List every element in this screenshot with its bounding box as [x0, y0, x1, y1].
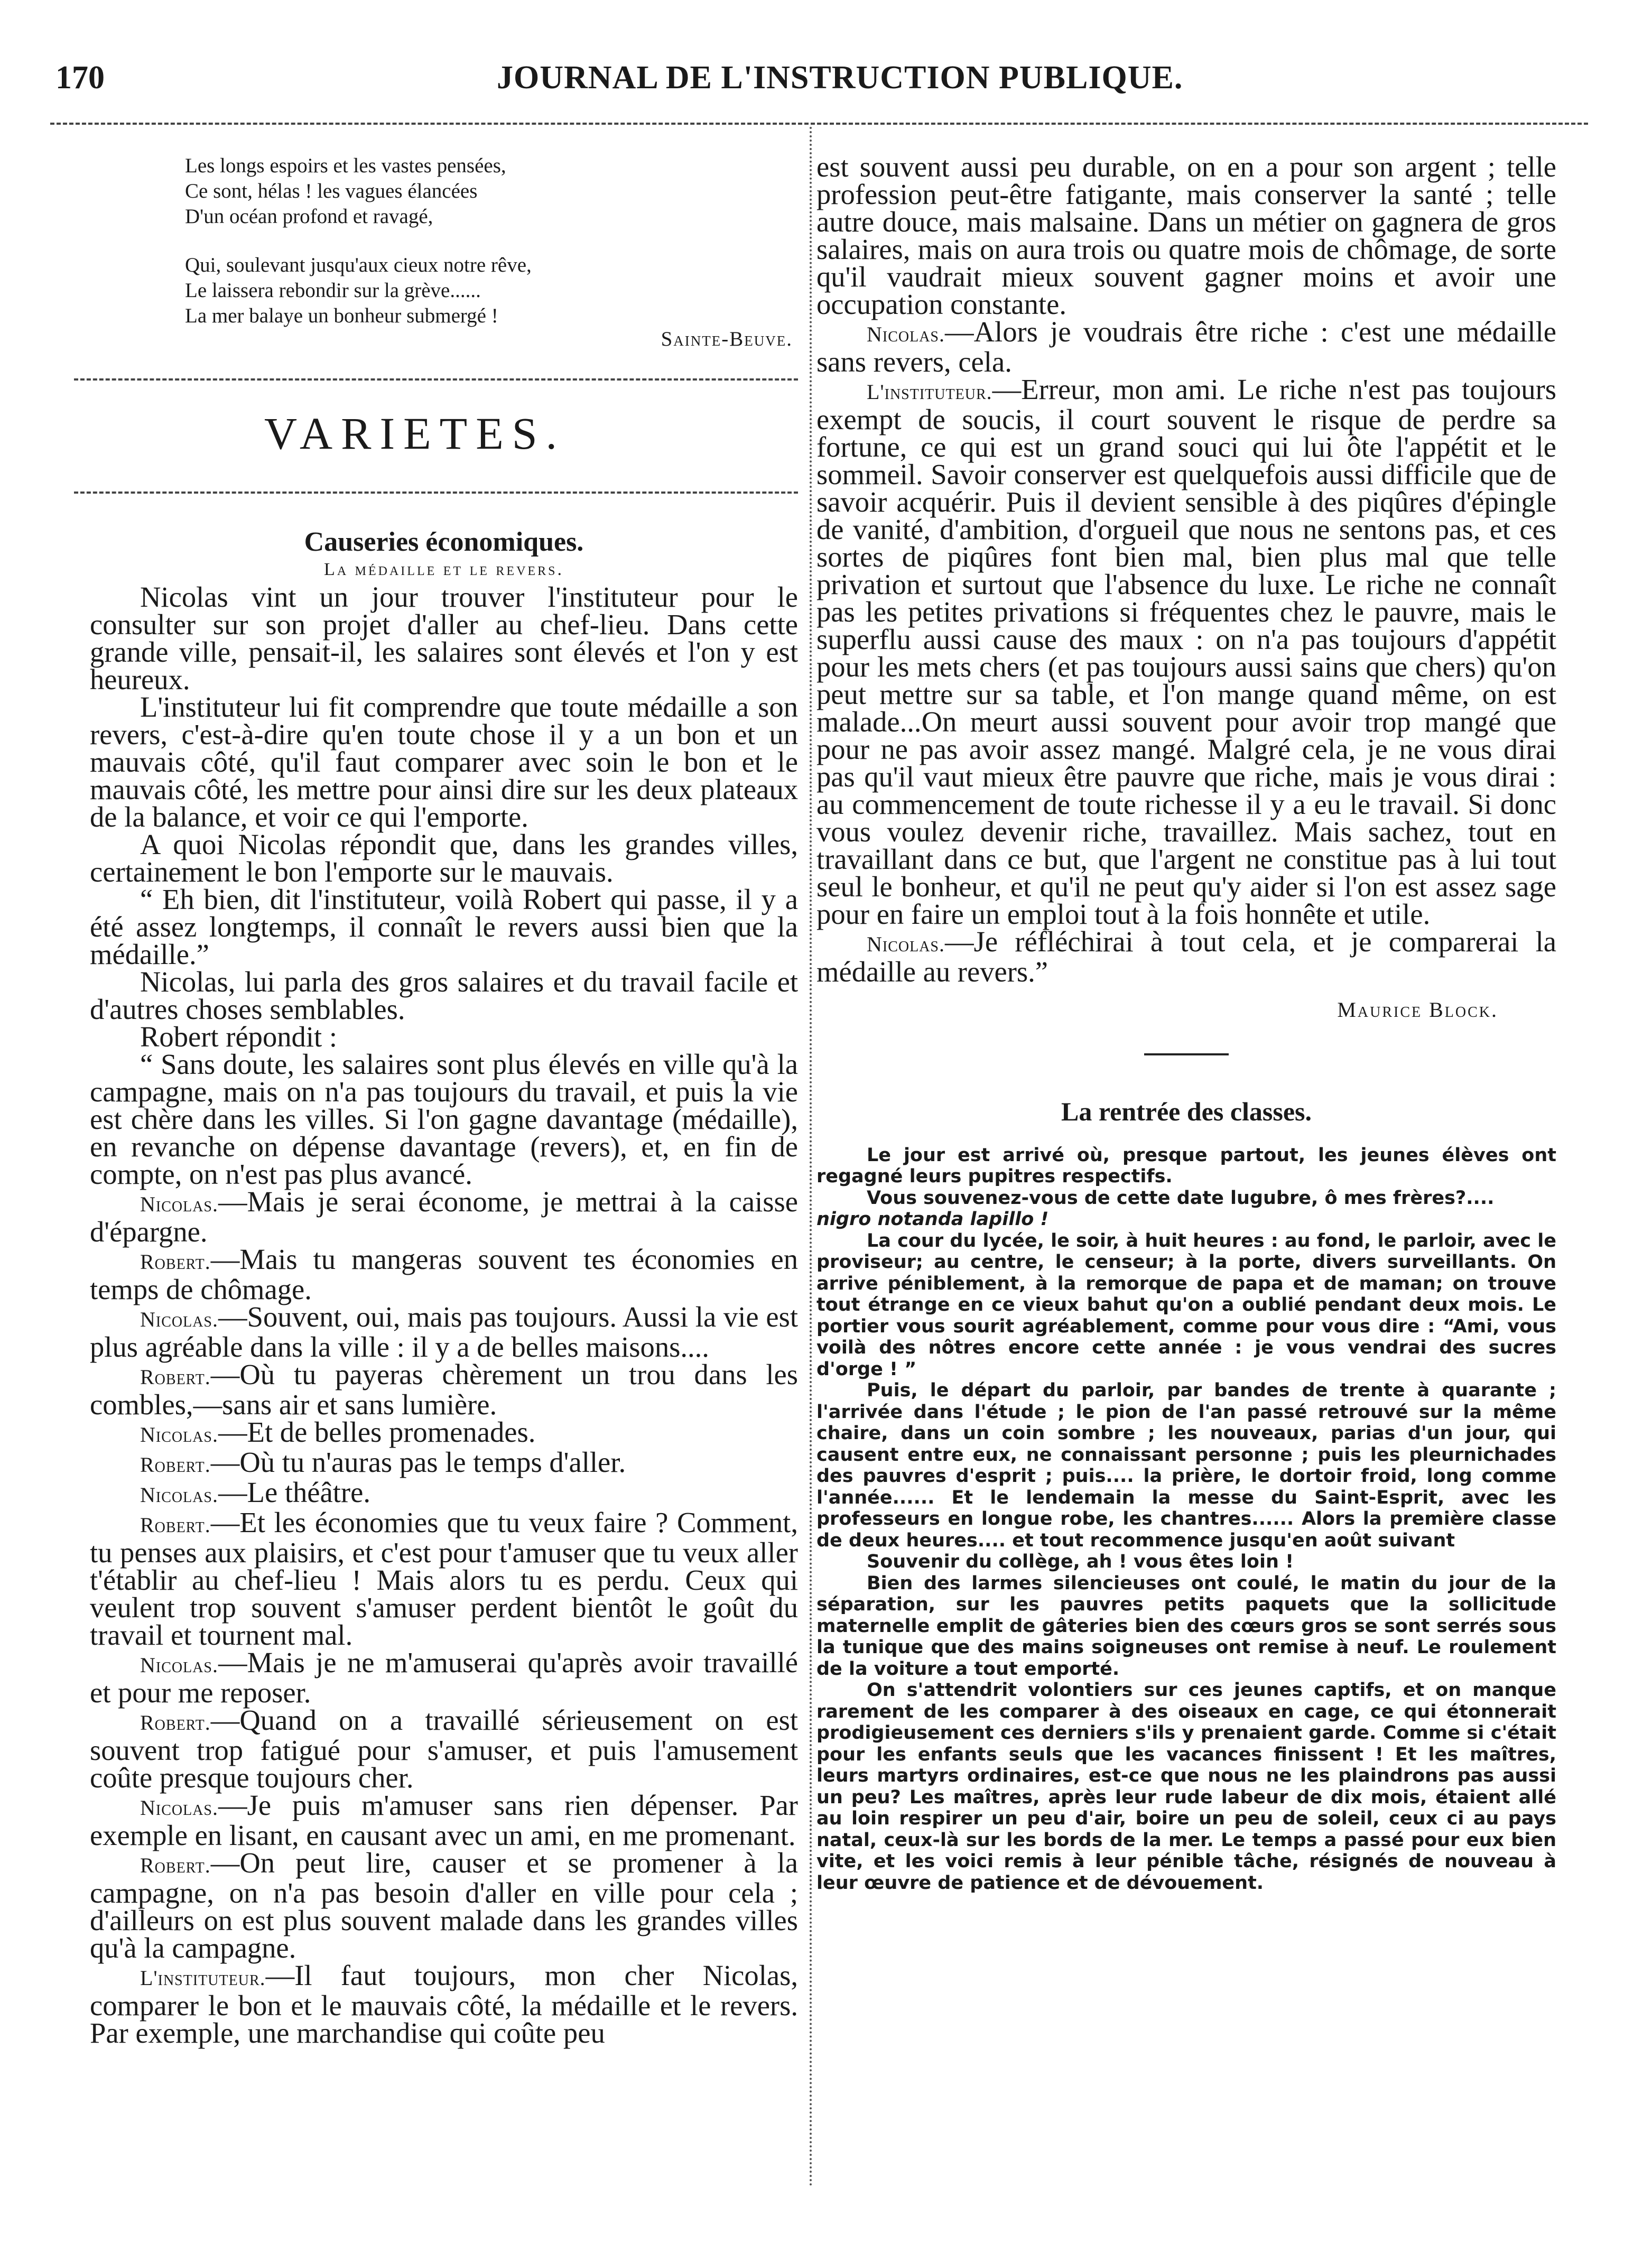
speaker: Robert. — [140, 1513, 211, 1537]
dialogue-line — [90, 1789, 798, 1851]
header-rule — [50, 123, 1588, 125]
paragraph: Souvenir du collège, ah ! vous êtes loin ! — [867, 1551, 1294, 1572]
poem-line: Les longs espoirs et les vastes pensées, — [185, 154, 506, 177]
poem-line: Le laissera rebondir sur la grève...... — [185, 279, 481, 302]
dialogue-text: —Je réfléchirai à tout cela, et je comparerai la médaille au revers.” — [816, 925, 1556, 988]
poem-line: D'un océan profond et ravagé, — [185, 205, 433, 228]
right-column — [816, 153, 1556, 1894]
dialogue-text: —Quand on a travaillé sérieusement on est souvent trop fatigué pour s'amuser, et puis l'amusement coûte presque toujours cher. — [90, 1704, 798, 1794]
poem-line: La mer balaye un bonheur submergé ! — [185, 304, 498, 327]
dialogue-text: —Il faut toujours, mon cher Nicolas, comparer le bon et le mauvais côté, la médaille et le revers. Par exemple, une marchandise qui coûte peu — [90, 1959, 798, 2049]
poem-line: Qui, soulevant jusqu'aux cieux notre rêve, — [185, 254, 532, 276]
poem-stanza-2 — [185, 253, 793, 352]
poem-author: Sainte-Beuve. — [661, 328, 793, 350]
paragraph: Nicolas vint un jour trouver l'instituteur pour le consulter sur son projet d'aller au chef-lieu. Dans cette grande ville, pensait-il, les salaires sont élevés et l'on y est heureux. — [90, 581, 798, 696]
dialogue-text: —On peut lire, causer et se promener à la campagne, on n'a pas besoin d'aller en ville pour cela ; d'ailleurs on est plus souvent malade dans les grandes villes qu'à la campagne. — [90, 1847, 798, 1964]
poem — [185, 153, 793, 352]
dialogue-line — [90, 1243, 798, 1305]
speaker: Robert. — [140, 1250, 211, 1274]
paragraph: Nicolas, lui parla des gros salaires et du travail facile et d'autres choses semblables. — [90, 966, 798, 1025]
dialogue-text: —Où tu n'auras pas le temps d'aller. — [210, 1446, 626, 1478]
paragraph: “ Eh bien, dit l'instituteur, voilà Robert qui passe, il y a été assez longtemps, il connaît le revers aussi bien que la médaille.” — [90, 883, 798, 970]
article-title: La rentrée des classes. — [1061, 1097, 1312, 1126]
journal-title: JOURNAL DE L'INSTRUCTION PUBLIQUE. — [497, 60, 1183, 96]
paragraph: Puis, le départ du parloir, par bandes de trente à quarante ; l'arrivée dans l'étude ; le pion de l'an passé retrouvé sur la même chaire, dans un coin sombre ; les nouveaux, parias d'un jour, qui causent entre eux, ne connaissant personne ; puis les pleurnichades des pauvres d'esprit ; puis.... la prière, le dortoir froid, long comme l'année...... Et le lendemain la messe du Saint-Esprit, avec les professeurs en longue robe, les chantres...... Alors la première classe de deux heures.... et tout recommence jusqu'en août suivant — [816, 1380, 1556, 1551]
dialogue-line — [90, 1358, 798, 1421]
paragraph: Le jour est arrivé où, presque partout, les jeunes élèves ont regagné leurs pupitres respectifs. — [816, 1144, 1556, 1187]
left-column — [90, 529, 798, 2047]
paragraph: Robert répondit : — [140, 1021, 337, 1053]
paragraph: On s'attendrit volontiers sur ces jeunes captifs, et on manque rarement de les comparer à des oiseaux en cage, ce qui étonnerait prodigieusement ces derniers s'ils y prenaient garde. Comme si c'était pour les enfants seuls que les vacances finissent ! Et les maîtres, leurs martyrs ordinaires, est-ce que nous ne les plaindrons pas aussi un peu? Les maîtres, après leur rude labeur de dix mois, étaient allé au loin respirer un peu d'air, boire un peu de soleil, ceux ci au pays natal, ceux-là sur les bords de la mer. Le temps a passé pour eux bien vite, et les voici remis à leur pénible tâche, résignés de nouveau à leur œuvre de patience et de dévouement. — [816, 1680, 1556, 1894]
speaker: Nicolas. — [867, 932, 945, 956]
speaker: Nicolas. — [140, 1653, 219, 1677]
paragraph: L'instituteur lui fit comprendre que toute médaille a son revers, c'est-à-dire qu'en toute chose il y a un bon et un mauvais côté, qu'il faut comparer avec soin le bon et le mauvais côté, les mettre pour ainsi dire sur les deux plateaux de la balance, et voir ce qui l'emporte. — [90, 691, 798, 833]
page-number: 170 — [55, 60, 105, 96]
dialogue-text: —Je puis m'amuser sans rien dépenser. Par exemple en lisant, en causant avec un ami, en me promenant. — [90, 1789, 798, 1851]
dialogue-text: —Souvent, oui, mais pas toujours. Aussi la vie est plus agréable dans la ville : il y a de belles maisons.... — [90, 1301, 798, 1363]
dialogue-text: —Mais tu mangeras souvent tes économies en temps de chômage. — [90, 1243, 798, 1305]
paragraph: est souvent aussi peu durable, on en a pour son argent ; telle profession peut-être fatigante, mais conserver la santé ; telle autre douce, mais malsaine. Dans un métier on gagnera de gros salaires, mais on aura trois ou quatre mois de chômage, de sorte qu'il vaudrait mieux souvent gagner moins et avoir une occupation constante. — [816, 151, 1556, 320]
speaker: Nicolas. — [140, 1796, 219, 1820]
dialogue-text: —Mais je serai économe, je mettrai à la caisse d'épargne. — [90, 1185, 798, 1248]
column-divider — [810, 127, 812, 2188]
dialogue-line — [90, 1476, 798, 1509]
dialogue-text: —Alors je voudrais être riche : c'est une médaille sans revers, cela. — [816, 316, 1556, 378]
speaker: Robert. — [140, 1711, 211, 1735]
dialogue-line — [90, 1959, 798, 2049]
poem-stanza-1 — [185, 153, 793, 229]
speaker: Nicolas. — [140, 1308, 219, 1331]
speaker: Nicolas. — [867, 322, 945, 346]
section-title: VARIETES. — [264, 408, 566, 459]
dialogue-line — [90, 1849, 798, 1962]
paragraph: La cour du lycée, le soir, à huit heures : au fond, le parloir, avec le proviseur; au centre, le censeur; à la porte, divers surveillants. On arrive péniblement, à la remorque de papa et de maman; on trouve tout étrange en ce vieux bahut qu'on a oublié pendant deux mois. Le portier vous sourit agréablement, comme pour vous dire : “Ami, vous voilà des nôtres encore cette année : je vous vendrai des sucres d'orge ! ” — [816, 1230, 1556, 1380]
paragraph: “ Sans doute, les salaires sont plus élevés en ville qu'à la campagne, mais on n'a pas toujours du travail, et puis la vie est chère dans les villes. Si l'on gagne davantage (médaille), en revanche on dépense davantage (revers), et, en fin de compte, on n'est pas plus avancé. — [90, 1048, 798, 1190]
speaker: Robert. — [140, 1365, 211, 1389]
article-rentree — [816, 1097, 1556, 1894]
dialogue-line — [90, 1185, 798, 1248]
dialogue-line — [90, 1646, 798, 1709]
dialogue-line — [816, 318, 1556, 376]
paragraph: A quoi Nicolas répondit que, dans les grandes villes, certainement le bon l'emporte sur le mauvais. — [90, 828, 798, 888]
article-title: Causeries économiques. — [304, 527, 584, 557]
speaker: L'instituteur. — [867, 380, 992, 404]
article-subtitle: La médaille et le revers. — [324, 560, 564, 579]
dialogue-line — [90, 1704, 798, 1794]
dialogue-line — [90, 1416, 798, 1449]
speaker: L'instituteur. — [140, 1966, 266, 1990]
speaker: Nicolas. — [140, 1483, 219, 1507]
dialogue-text: —Où tu payeras chèrement un trou dans les combles,—sans air et sans lumière. — [90, 1358, 798, 1421]
dialogue-text: —Mais je ne m'amuserai qu'après avoir travaillé et pour me reposer. — [90, 1646, 798, 1709]
speaker: Robert. — [140, 1453, 211, 1477]
separator-rule — [1144, 1053, 1229, 1055]
speaker: Nicolas. — [140, 1423, 219, 1447]
latin-quote: nigro notanda lapillo ! — [816, 1209, 1049, 1230]
poem-line: Ce sont, hélas ! les vagues élancées — [185, 180, 478, 202]
dialogue-line — [816, 925, 1556, 988]
dialogue-line — [816, 373, 1556, 930]
signature: Maurice Block. — [1337, 998, 1498, 1022]
paragraph: Vous souvenez-vous de cette date lugubre, ô mes frères?.... — [867, 1187, 1495, 1209]
speaker: Robert. — [140, 1853, 211, 1877]
dialogue-line — [90, 1303, 798, 1361]
section-rule-bottom — [74, 492, 798, 494]
dialogue-line — [90, 1506, 798, 1651]
section-rule-top — [74, 378, 798, 381]
dialogue-text: —Et de belles promenades. — [218, 1416, 536, 1448]
dialogue-text: —Le théâtre. — [218, 1476, 370, 1508]
dialogue-text: —Erreur, mon ami. Le riche n'est pas toujours exempt de soucis, il court souvent le risque de perdre sa fortune, ce qui est un grand souci qui lui ôte l'appétit et le sommeil. Savoir conserver est quelquefois aussi difficile que de savoir acquérir. Puis il devient sensible à des piqûres d'épingle de vanité, d'ambition, d'orgueil que nous ne sentons pas, et ces sortes de piqûres font bien mal, bien plus mal que telle privation et surtout que l'absence du luxe. Le riche ne connaît pas les petites privations si fréquentes chez le pauvre, mais le superflu aussi cause des maux : on n'a pas toujours d'appétit pour les mets chers (et pas toujours aussi sains que chers) qu'on peut mettre sur sa table, et l'on mange quand même, on est malade...On meurt aussi souvent pour avoir trop mangé que pour ne pas avoir assez mangé. Malgré cela, je ne vous dirai pas qu'il vaut mieux être pauvre que riche, mais je vous dirai : au commencement de toute richesse il y a eu le travail. Si donc vous voulez devenir riche, travaillez. Mais sachez, tout en travaillant dans ce but, que l'argent ne constitue pas à lui tout seul le bonheur, et qu'il ne peut qu'y aider si l'on est assez sage pour en faire un emploi tout à la fois honnête et utile. — [816, 373, 1556, 930]
paragraph: Bien des larmes silencieuses ont coulé, le matin du jour de la séparation, sur les pauvres petits paquets que la sollicitude maternelle emplit de gâteries bien des cœurs gros se sont serrés sous la tunique que des mains soigneuses ont remise à neuf. Le roulement de la voiture a tout emporté. — [816, 1572, 1556, 1680]
speaker: Nicolas. — [140, 1192, 219, 1216]
dialogue-text: —Et les économies que tu veux faire ? Comment, tu penses aux plaisirs, et c'est pour t'amuser que tu veux aller t'établir au chef-lieu ! Mais alors tu es perdu. Ceux qui veulent trop souvent s'amuser perdent bientôt le goût du travail et tournent mal. — [90, 1506, 798, 1651]
dialogue-line — [90, 1446, 798, 1479]
